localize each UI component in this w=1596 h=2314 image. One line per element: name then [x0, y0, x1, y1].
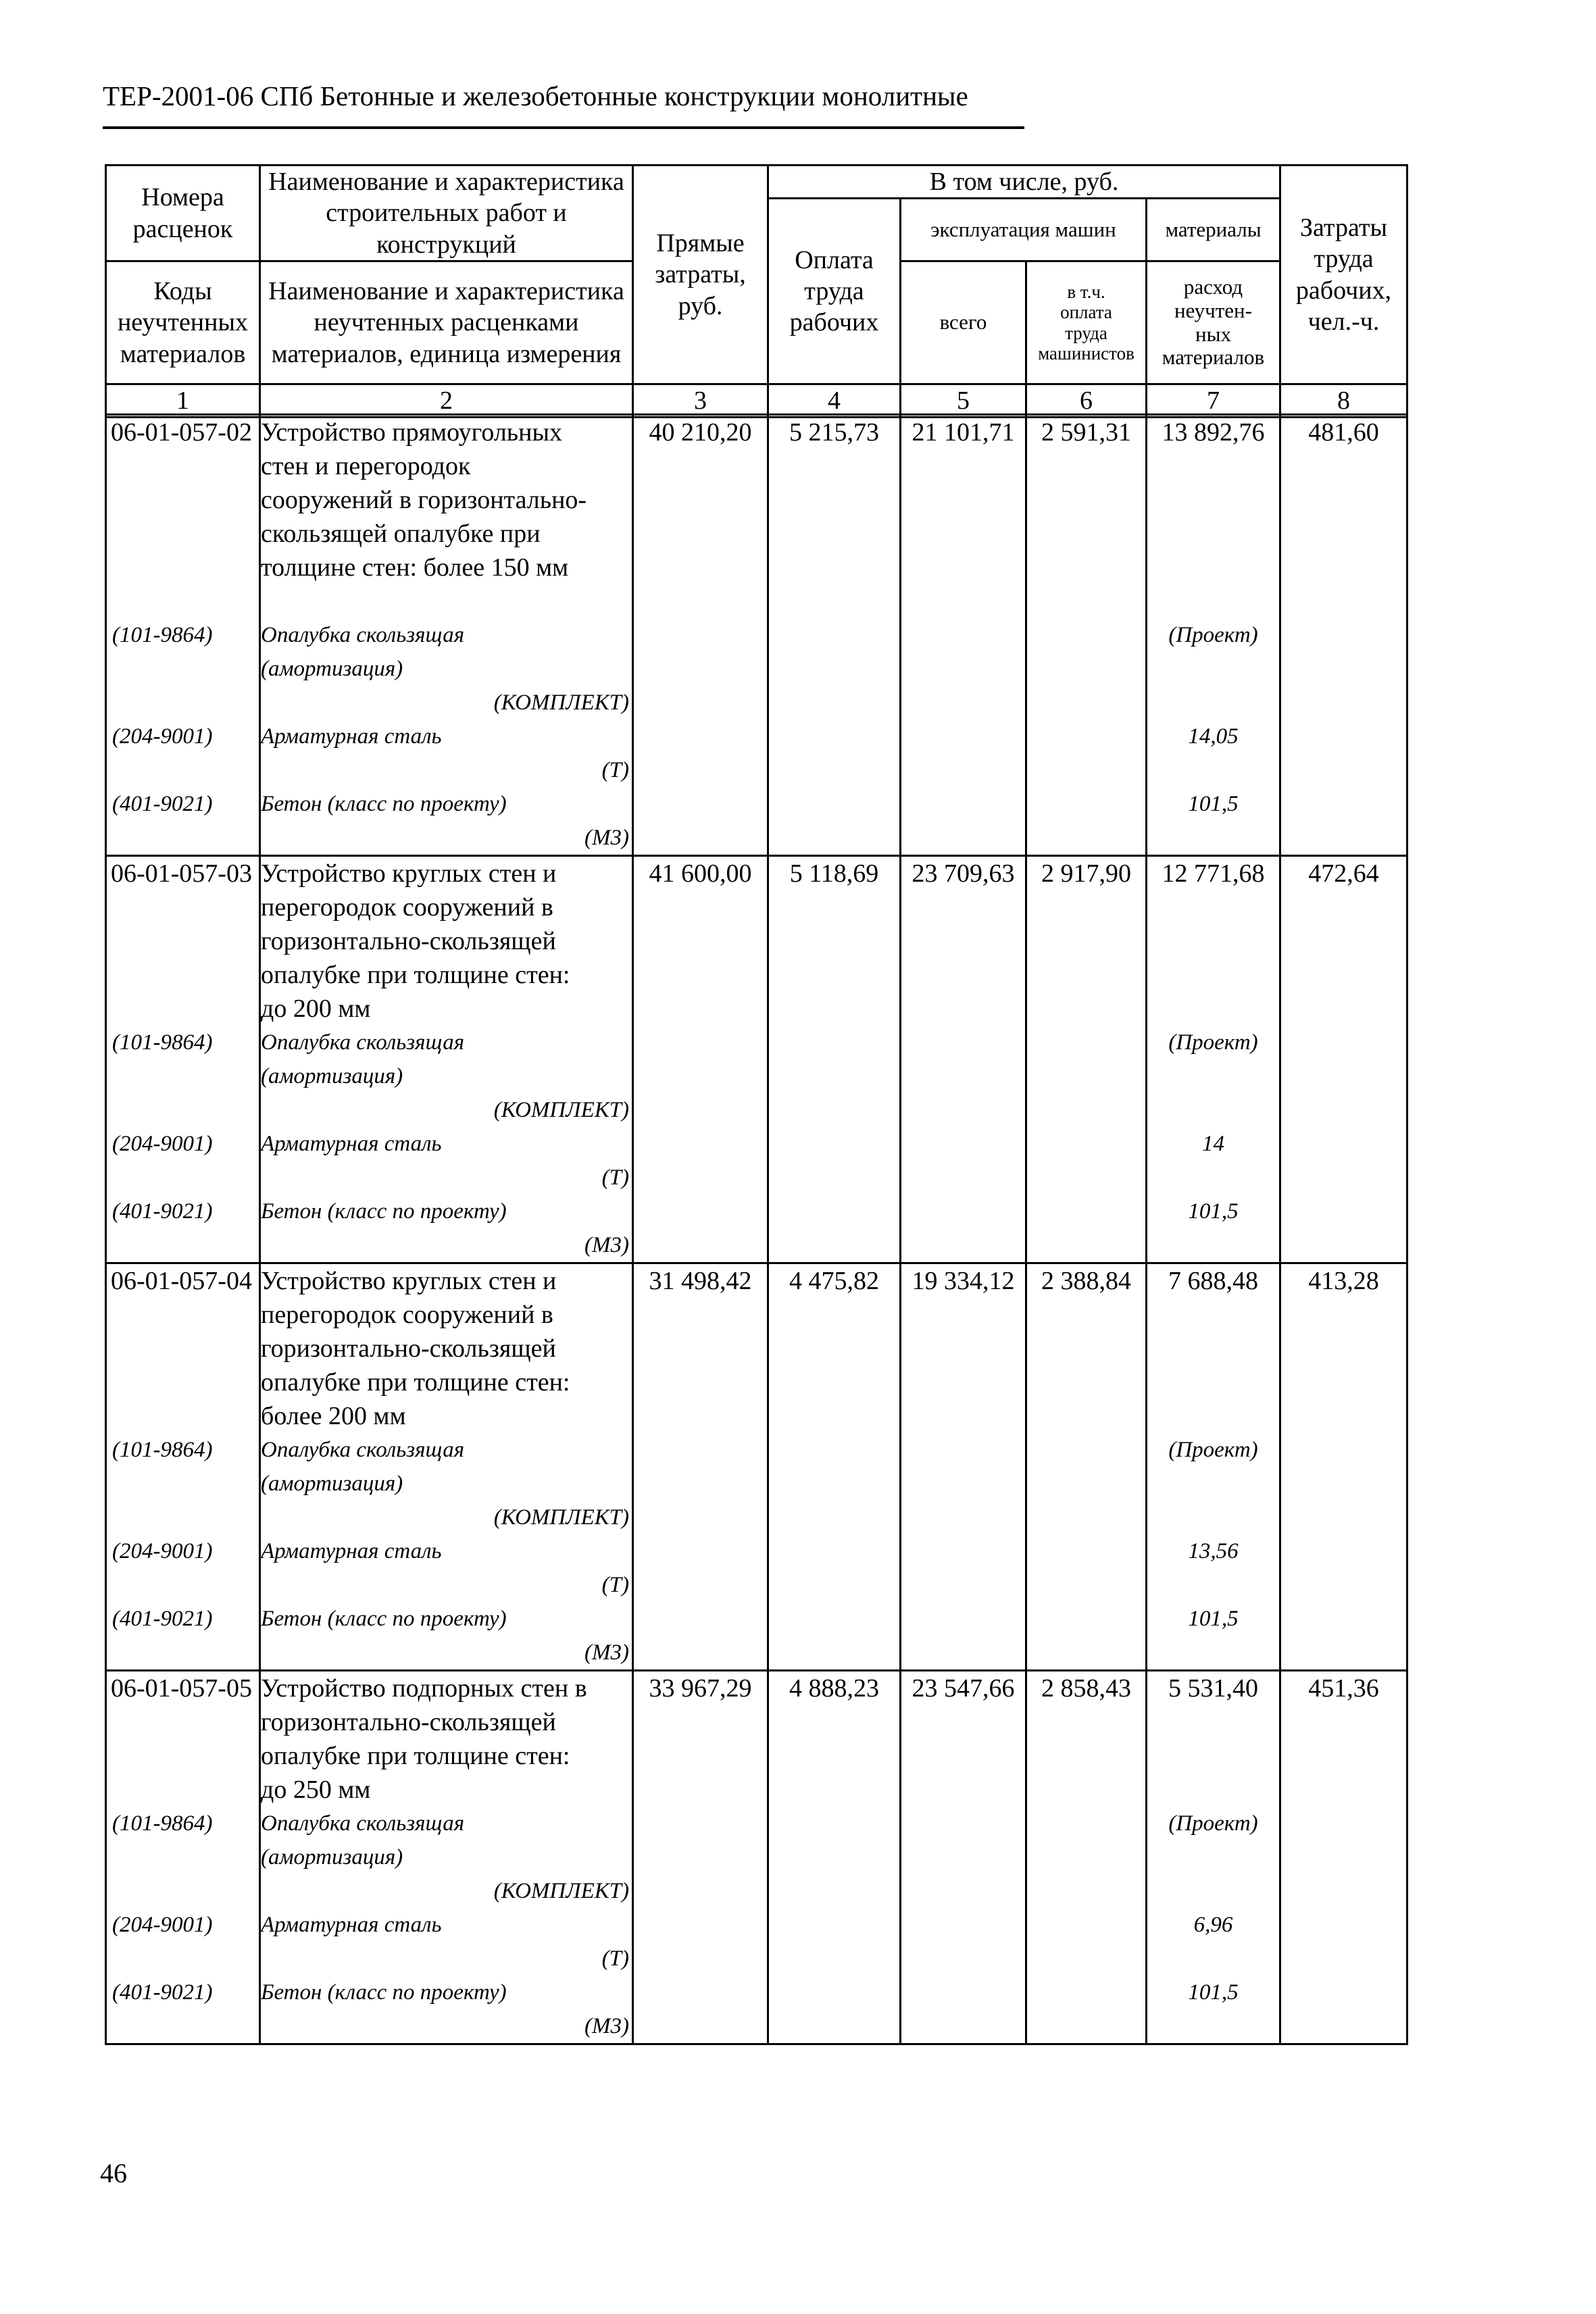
header-line: рабочих: [789, 308, 879, 337]
materials-cost: 7 688,48: [1168, 1267, 1258, 1295]
machinist-pay-value: 2 917,90: [1041, 859, 1131, 888]
material-name: Опалубка скользящая: [261, 1811, 465, 1836]
materials-cost: 13 892,76: [1162, 418, 1265, 447]
work-description-line: Устройство круглых стен и: [261, 859, 557, 888]
spacer-line: [1147, 890, 1279, 924]
spacer-line: [107, 1093, 259, 1127]
direct-costs: [633, 415, 768, 856]
work-description-line: горизонтально-скользящей: [261, 1334, 556, 1363]
spacer-line: [1147, 1705, 1279, 1739]
material-code: (101-9864): [112, 623, 213, 647]
material-code: (204-9001): [112, 1913, 213, 1937]
header-line: расценок: [132, 214, 233, 243]
labor-pay-value: 4 475,82: [789, 1267, 879, 1295]
header-line: Затраты: [1299, 213, 1387, 242]
material-name: Бетон (класс по проекту): [261, 1607, 507, 1631]
rate-code: 06-01-057-03: [111, 859, 252, 888]
spacer-line: [1147, 1161, 1279, 1194]
spacer-line: [1147, 1942, 1279, 1976]
header-line: строительных работ и конструкций: [326, 199, 567, 259]
header-machines: эксплуатация машин: [901, 199, 1147, 261]
column-number: 1: [106, 384, 260, 418]
header-line: Наименование и характеристика: [268, 277, 624, 306]
header-line: Коды: [153, 277, 212, 306]
material-rate: 101,5: [1188, 792, 1239, 816]
material-name: Арматурная сталь: [261, 724, 442, 749]
spacer-line: [107, 1161, 259, 1194]
direct-costs: [633, 856, 768, 1263]
spacer-line: [107, 890, 259, 924]
header-line: в т.ч.: [1067, 282, 1105, 303]
rate-code-cell: [106, 856, 260, 1263]
material-unit: (Т): [601, 1165, 629, 1190]
spacer-line: [107, 1636, 259, 1669]
rate-code: 06-01-057-02: [111, 418, 252, 447]
work-description-line: перегородок сооружений в: [261, 893, 553, 922]
labor-pay-value: 5 215,73: [789, 418, 879, 447]
work-description-cell: [260, 856, 633, 1263]
table-row: [106, 1671, 1407, 2044]
rate-code-cell: [106, 1671, 260, 2044]
page-number: 46: [100, 2158, 127, 2188]
spacer-line: [1147, 992, 1279, 1026]
material-rate: 101,5: [1188, 1199, 1239, 1224]
column-number: 7: [1147, 384, 1280, 418]
labor-pay: [768, 856, 901, 1263]
header-line: руб.: [678, 291, 723, 320]
rate-code: 06-01-057-05: [111, 1674, 252, 1703]
header-labor-pay: [768, 199, 901, 384]
header-labor-hours: [1280, 166, 1407, 384]
material-rate: 6,96: [1193, 1913, 1233, 1937]
material-name: Бетон (класс по проекту): [261, 792, 507, 816]
material-rate: 101,5: [1188, 1980, 1239, 2005]
spacer-line: [1147, 1228, 1279, 1262]
header-direct-costs: [633, 166, 768, 384]
machinist-pay: [1026, 1671, 1147, 2044]
labor-hours: [1280, 1263, 1407, 1671]
spacer-line: [107, 1365, 259, 1399]
material-name: Опалубка скользящая: [261, 623, 465, 647]
spacer-line: [107, 686, 259, 720]
table-row: [106, 415, 1407, 856]
column-number: 4: [768, 384, 901, 418]
material-name: Арматурная сталь: [261, 1913, 442, 1937]
machines-total: [901, 856, 1026, 1263]
machines-total: [901, 1671, 1026, 2044]
spacer-line: [1147, 958, 1279, 992]
material-code: (401-9021): [112, 1199, 213, 1224]
header-work-name: [260, 166, 633, 261]
spacer-line: [107, 2009, 259, 2043]
header-materials: материалы: [1147, 199, 1280, 261]
material-name: Бетон (класс по проекту): [261, 1199, 507, 1224]
spacer-line: [1147, 1399, 1279, 1433]
spacer-line: [107, 924, 259, 958]
spacer-line: [1147, 1501, 1279, 1534]
labor-hours-value: 413,28: [1308, 1267, 1379, 1295]
table-row: [106, 856, 1407, 1263]
header-line: машинистов: [1038, 343, 1134, 363]
work-description-cell: [260, 1671, 633, 2044]
material-name: (амортизация): [261, 1845, 403, 1869]
spacer-line: [1147, 1739, 1279, 1773]
material-name: (амортизация): [261, 657, 403, 681]
direct-costs-value: 31 498,42: [649, 1267, 752, 1295]
spacer-line: [107, 992, 259, 1026]
material-unit: (КОМПЛЕКТ): [493, 1098, 629, 1122]
spacer-line: [107, 1399, 259, 1433]
spacer-line: [107, 1332, 259, 1365]
labor-hours-value: 472,64: [1308, 859, 1379, 888]
spacer-line: [1147, 483, 1279, 517]
material-name: Арматурная сталь: [261, 1539, 442, 1563]
labor-pay: [768, 1263, 901, 1671]
material-rate: (Проект): [1168, 623, 1258, 647]
spacer-line: [1147, 551, 1279, 584]
machinist-pay: [1026, 856, 1147, 1263]
direct-costs-value: 40 210,20: [649, 418, 752, 447]
spacer-line: [107, 584, 259, 618]
machinist-pay: [1026, 415, 1147, 856]
header-line: Прямые: [656, 229, 745, 257]
work-description-cell: [260, 1263, 633, 1671]
labor-hours-value: 451,36: [1308, 1674, 1379, 1703]
work-description-line: Устройство прямоугольных: [261, 418, 562, 447]
material-code: (401-9021): [112, 792, 213, 816]
spacer-line: [107, 1568, 259, 1602]
header-line: неучтенных расценками: [314, 308, 579, 337]
labor-hours: [1280, 856, 1407, 1263]
direct-costs-value: 41 600,00: [649, 859, 752, 888]
spacer-line: [1147, 449, 1279, 483]
header-line: материалов, единица измерения: [271, 339, 622, 368]
spacer-line: [107, 551, 259, 584]
spacer-line: [107, 1059, 259, 1093]
column-number: 2: [260, 384, 633, 418]
material-unit: (Т): [601, 1946, 629, 1971]
spacer-line: [107, 1942, 259, 1976]
material-code: (101-9864): [112, 1811, 213, 1836]
spacer-line: [107, 1501, 259, 1534]
material-unit: (Т): [601, 1573, 629, 1597]
material-rate: (Проект): [1168, 1030, 1258, 1055]
spacer-line: [107, 821, 259, 855]
spacer-line: [1147, 517, 1279, 551]
material-code: (204-9001): [112, 1132, 213, 1156]
rate-code-cell: [106, 415, 260, 856]
work-description-line: более 200 мм: [261, 1402, 406, 1430]
spacer-line: [107, 449, 259, 483]
material-unit: (Т): [601, 758, 629, 782]
spacer-line: [1147, 1840, 1279, 1874]
spacer-line: [107, 1228, 259, 1262]
materials-cell: [1147, 856, 1280, 1263]
machinist-pay-value: 2 388,84: [1041, 1267, 1131, 1295]
material-name: Опалубка скользящая: [261, 1438, 465, 1462]
spacer-line: [1147, 584, 1279, 618]
materials-cost: 12 771,68: [1162, 859, 1265, 888]
page-title: ТЕР-2001-06 СПб Бетонные и железобетонные конструкции монолитные: [103, 80, 968, 111]
header-line: чел.-ч.: [1307, 307, 1380, 336]
header-line: труда: [804, 277, 864, 306]
spacer-line: [107, 1840, 259, 1874]
materials-cell: [1147, 1671, 1280, 2044]
machines-total-value: 23 547,66: [912, 1674, 1015, 1703]
material-rate: 14,05: [1188, 724, 1239, 749]
spacer-line: [1147, 1568, 1279, 1602]
spacer-line: [107, 652, 259, 686]
material-code: (101-9864): [112, 1438, 213, 1462]
table-row: [106, 1263, 1407, 1671]
work-description-line: до 250 мм: [261, 1776, 371, 1804]
spacer-line: [1147, 686, 1279, 720]
material-code: (401-9021): [112, 1980, 213, 2005]
labor-hours: [1280, 1671, 1407, 2044]
work-description-line: опалубке при толщине стен:: [261, 961, 570, 989]
header-line: материалов: [1162, 345, 1265, 370]
materials-cell: [1147, 415, 1280, 856]
column-numbers-row: [106, 384, 1407, 418]
header-line: затраты,: [655, 260, 746, 289]
machines-total-value: 19 334,12: [912, 1267, 1015, 1295]
material-code: (101-9864): [112, 1030, 213, 1055]
column-number: 3: [633, 384, 768, 418]
header-line: Наименование и характеристика: [268, 168, 624, 196]
header-line: Оплата: [795, 245, 874, 274]
spacer-line: [1147, 1059, 1279, 1093]
header-line: труда: [1065, 322, 1107, 343]
spacer-line: [1147, 1773, 1279, 1807]
material-code: (401-9021): [112, 1607, 213, 1631]
work-description-line: горизонтально-скользящей: [261, 1708, 556, 1736]
machinist-pay-value: 2 591,31: [1041, 418, 1131, 447]
header-machinist-pay: [1026, 261, 1147, 384]
spacer-line: [107, 1874, 259, 1908]
spacer-line: [1147, 1874, 1279, 1908]
header-material-codes: [106, 261, 260, 384]
header-machines-total: всего: [901, 261, 1026, 384]
spacer-line: [1147, 1467, 1279, 1501]
spacer-line: [1147, 821, 1279, 855]
machines-total-value: 23 709,63: [912, 859, 1015, 888]
materials-cell: [1147, 1263, 1280, 1671]
table-header: [105, 164, 1408, 418]
material-name: Бетон (класс по проекту): [261, 1980, 507, 2005]
rates-table: [105, 413, 1408, 2045]
labor-pay: [768, 1671, 901, 2044]
work-description-line: опалубке при толщине стен:: [261, 1742, 570, 1770]
title-underline: [103, 126, 1024, 129]
material-name: Опалубка скользящая: [261, 1030, 465, 1055]
material-rate: 13,56: [1188, 1539, 1239, 1563]
header-line: Номера: [141, 183, 224, 212]
material-unit: (М3): [584, 826, 629, 850]
work-description-line: толщине стен: более 150 мм: [261, 553, 569, 582]
column-number: 8: [1280, 384, 1407, 418]
materials-cost: 5 531,40: [1168, 1674, 1258, 1703]
material-name: (амортизация): [261, 1064, 403, 1088]
work-description-line: скользящей опалубке при: [261, 520, 541, 548]
labor-pay-value: 5 118,69: [789, 859, 879, 888]
column-number: 6: [1026, 384, 1147, 418]
spacer-line: [107, 753, 259, 787]
header-line: ных: [1195, 322, 1231, 346]
rate-code-cell: [106, 1263, 260, 1671]
work-description-line: Устройство подпорных стен в: [261, 1674, 587, 1703]
spacer-line: [107, 1298, 259, 1332]
work-description-line: сооружений в горизонтально-: [261, 486, 587, 514]
spacer-line: [1147, 2009, 1279, 2043]
header-unaccounted-materials: [1147, 261, 1280, 384]
header-rate-numbers: [106, 166, 260, 261]
spacer-line: [107, 958, 259, 992]
work-description-line: до 200 мм: [261, 995, 371, 1023]
header-line: неучтенных: [117, 308, 249, 337]
material-unit: (КОМПЛЕКТ): [493, 1879, 629, 1903]
labor-hours: [1280, 415, 1407, 856]
spacer-line: [1147, 652, 1279, 686]
spacer-line: [1147, 1332, 1279, 1365]
spacer-line: [1147, 1636, 1279, 1669]
material-name: (амортизация): [261, 1472, 403, 1496]
labor-pay: [768, 415, 901, 856]
material-name: Арматурная сталь: [261, 1132, 442, 1156]
rate-code: 06-01-057-04: [111, 1267, 252, 1295]
material-rate: 14: [1202, 1132, 1224, 1156]
spacer-line: [107, 1739, 259, 1773]
spacer-line: [261, 584, 632, 618]
material-code: (204-9001): [112, 1539, 213, 1563]
material-rate: 101,5: [1188, 1607, 1239, 1631]
spacer-line: [107, 517, 259, 551]
spacer-line: [107, 1467, 259, 1501]
spacer-line: [107, 1705, 259, 1739]
spacer-line: [107, 483, 259, 517]
material-code: (204-9001): [112, 724, 213, 749]
column-number: 5: [901, 384, 1026, 418]
spacer-line: [107, 1773, 259, 1807]
header-line: материалов: [120, 339, 246, 368]
spacer-line: [1147, 924, 1279, 958]
machinist-pay: [1026, 1263, 1147, 1671]
header-material-names: [260, 261, 633, 384]
work-description-line: Устройство круглых стен и: [261, 1267, 557, 1295]
spacer-line: [1147, 1365, 1279, 1399]
material-unit: (КОМПЛЕКТ): [493, 690, 629, 715]
spacer-line: [1147, 1298, 1279, 1332]
machinist-pay-value: 2 858,43: [1041, 1674, 1131, 1703]
header-line: оплата: [1060, 302, 1112, 323]
work-description-line: опалубке при толщине стен:: [261, 1368, 570, 1397]
work-description-cell: [260, 415, 633, 856]
material-unit: (КОМПЛЕКТ): [493, 1505, 629, 1530]
spacer-line: [1147, 753, 1279, 787]
spacer-line: [1147, 1093, 1279, 1127]
material-unit: (М3): [584, 1233, 629, 1257]
direct-costs: [633, 1263, 768, 1671]
work-description-line: перегородок сооружений в: [261, 1301, 553, 1329]
direct-costs: [633, 1671, 768, 2044]
work-description-line: стен и перегородок: [261, 452, 471, 480]
machines-total: [901, 415, 1026, 856]
header-line: рабочих,: [1295, 276, 1392, 305]
direct-costs-value: 33 967,29: [649, 1674, 752, 1703]
machines-total-value: 21 101,71: [912, 418, 1015, 447]
header-including-group: В том числе, руб.: [768, 166, 1280, 199]
header-line: труда: [1314, 245, 1374, 274]
header-line: неучтен-: [1174, 298, 1252, 322]
machines-total: [901, 1263, 1026, 1671]
labor-pay-value: 4 888,23: [789, 1674, 879, 1703]
material-unit: (М3): [584, 2014, 629, 2038]
labor-hours-value: 481,60: [1308, 418, 1379, 447]
material-unit: (М3): [584, 1640, 629, 1665]
material-rate: (Проект): [1168, 1811, 1258, 1836]
header-line: расход: [1183, 275, 1243, 299]
work-description-line: горизонтально-скользящей: [261, 927, 556, 955]
material-rate: (Проект): [1168, 1438, 1258, 1462]
